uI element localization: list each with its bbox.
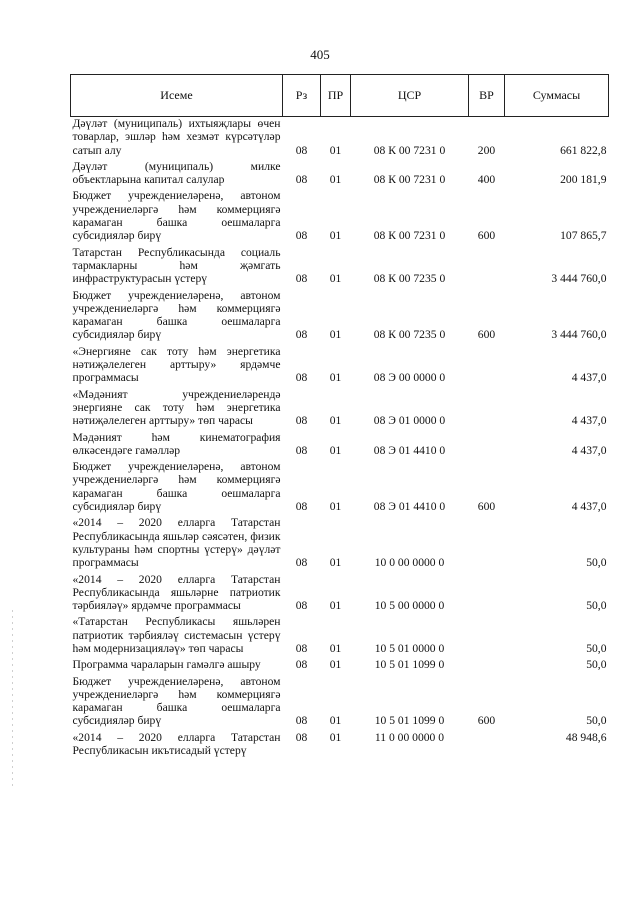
row-vr bbox=[469, 615, 505, 658]
row-sum: 50,0 bbox=[586, 658, 607, 672]
table-row bbox=[71, 731, 609, 761]
row-vr: 600 bbox=[477, 500, 496, 514]
row-csr: 08 Э 01 4410 0 bbox=[373, 443, 446, 457]
row-pr: 01 bbox=[329, 556, 342, 570]
row-csr: 10 0 00 0000 0 bbox=[374, 556, 445, 570]
row-sum: 4 437,0 bbox=[571, 371, 607, 385]
page-number: 405 bbox=[310, 47, 330, 62]
scan-margin-line bbox=[12, 610, 13, 790]
header-vr: ВР bbox=[469, 75, 505, 117]
row-name: Бюджет учреждениеләренә, автоном учреждениеләргә һәм коммерциягә карамаган башка оешмаларга субсидияләр бирү bbox=[72, 288, 281, 342]
row-name: Бюджет учреждениеләренә, автоном учреждениеләргә һәм коммерциягә карамаган башка оешмаларга субсидияләр бирү bbox=[72, 674, 281, 728]
row-csr: 08 Э 00 0000 0 bbox=[373, 371, 446, 385]
row-vr: 200 bbox=[477, 143, 496, 157]
row-pr: 01 bbox=[329, 714, 342, 728]
header-pr: ПР bbox=[321, 75, 351, 117]
row-sum: 3 444 760,0 bbox=[551, 272, 607, 286]
row-rz: 08 bbox=[295, 414, 308, 428]
table-row bbox=[71, 160, 609, 190]
header-csr: ЦСР bbox=[351, 75, 469, 117]
row-sum: 200 181,9 bbox=[560, 173, 607, 187]
row-sum: 4 437,0 bbox=[571, 414, 607, 428]
row-rz: 08 bbox=[295, 173, 308, 187]
row-vr bbox=[469, 516, 505, 572]
row-pr: 01 bbox=[329, 599, 342, 613]
row-vr bbox=[469, 431, 505, 461]
table-row bbox=[71, 117, 609, 160]
row-name: Бюджет учреждениеләренә, автоном учреждениеләргә һәм коммерциягә карамаган башка оешмаларга субсидияләр бирү bbox=[72, 460, 281, 514]
row-name: «Энергияне сак тоту һәм энергетика нәтиҗәлелеген арттыру» ярдәмче программасы bbox=[72, 344, 281, 385]
row-csr: 08 Э 01 0000 0 bbox=[373, 414, 446, 428]
row-vr bbox=[469, 246, 505, 289]
row-sum: 4 437,0 bbox=[571, 500, 607, 514]
row-csr: 10 5 01 0000 0 bbox=[374, 641, 445, 655]
row-rz: 08 bbox=[295, 443, 308, 457]
row-sum: 661 822,8 bbox=[560, 143, 607, 157]
row-pr: 01 bbox=[329, 371, 342, 385]
row-pr: 01 bbox=[329, 328, 342, 342]
row-rz: 08 bbox=[295, 641, 308, 655]
row-rz: 08 bbox=[295, 143, 308, 157]
row-sum: 48 948,6 bbox=[565, 730, 607, 744]
row-sum: 50,0 bbox=[586, 641, 607, 655]
row-csr: 08 К 00 7235 0 bbox=[373, 328, 446, 342]
table-row bbox=[71, 658, 609, 674]
row-pr: 01 bbox=[329, 414, 342, 428]
row-rz: 08 bbox=[295, 730, 308, 744]
row-sum: 4 437,0 bbox=[571, 443, 607, 457]
row-csr: 08 К 00 7231 0 bbox=[373, 229, 446, 243]
table-row bbox=[71, 460, 609, 516]
row-rz: 08 bbox=[295, 714, 308, 728]
row-name: «Мәдәният учреждениеләрендә энергияне сак тоту һәм энергетика нәтиҗәлелеген арттыру» төп чарасы bbox=[72, 387, 281, 428]
row-rz: 08 bbox=[295, 556, 308, 570]
row-name: Программа чараларын гамәлгә ашыру bbox=[72, 658, 261, 672]
table-row bbox=[71, 516, 609, 572]
row-vr bbox=[469, 388, 505, 431]
row-pr: 01 bbox=[329, 730, 342, 744]
row-name: Дәүләт (муниципаль) милке объектларына капитал салулар bbox=[72, 159, 281, 187]
row-name: «2014 – 2020 елларга Татарстан Республикасында яшьләр сәясәтен, физик культураны һәм спортны үстерү» дәүләт программасы bbox=[72, 516, 281, 570]
row-csr: 10 5 01 1099 0 bbox=[374, 658, 445, 672]
row-rz: 08 bbox=[295, 500, 308, 514]
table-header-row bbox=[71, 75, 609, 117]
table-row bbox=[71, 345, 609, 388]
row-vr: 600 bbox=[477, 328, 496, 342]
row-rz: 08 bbox=[295, 658, 308, 672]
row-name: «Татарстан Республикасы яшьләрен патриотик тәрбияләү системасын үстерү һәм модернизацияләү» төп чарасы bbox=[72, 615, 281, 655]
row-name: Бюджет учреждениеләренә, автоном учреждениеләргә һәм коммерциягә карамаган башка оешмаларга субсидияләр бирү bbox=[72, 189, 281, 243]
table-row bbox=[71, 189, 609, 245]
table-row bbox=[71, 615, 609, 658]
row-pr: 01 bbox=[329, 443, 342, 457]
row-vr bbox=[469, 658, 505, 674]
row-csr: 11 0 00 0000 0 bbox=[374, 730, 445, 744]
row-rz: 08 bbox=[295, 328, 308, 342]
table-row bbox=[71, 388, 609, 431]
row-vr bbox=[469, 345, 505, 388]
row-csr: 08 К 00 7231 0 bbox=[373, 173, 446, 187]
row-pr: 01 bbox=[329, 229, 342, 243]
row-name: Мәдәният һәм кинематография өлкәсендәге гамәлләр bbox=[72, 430, 281, 457]
header-name: Исеме bbox=[71, 75, 283, 117]
row-pr: 01 bbox=[329, 173, 342, 187]
row-rz: 08 bbox=[295, 599, 308, 613]
row-pr: 01 bbox=[329, 143, 342, 157]
row-vr bbox=[469, 573, 505, 616]
row-sum: 50,0 bbox=[586, 599, 607, 613]
header-sum: Суммасы bbox=[505, 75, 609, 117]
header-rz: Рз bbox=[283, 75, 321, 117]
row-sum: 107 865,7 bbox=[560, 229, 607, 243]
row-csr: 08 Э 01 4410 0 bbox=[373, 500, 446, 514]
table-row bbox=[71, 246, 609, 289]
row-pr: 01 bbox=[329, 641, 342, 655]
row-pr: 01 bbox=[329, 500, 342, 514]
row-rz: 08 bbox=[295, 229, 308, 243]
row-rz: 08 bbox=[295, 371, 308, 385]
row-sum: 50,0 bbox=[586, 556, 607, 570]
row-name: «2014 – 2020 елларга Татарстан Республикасын икътисадый үстерү bbox=[72, 730, 281, 758]
table-row bbox=[71, 431, 609, 461]
row-pr: 01 bbox=[329, 272, 342, 286]
table-row bbox=[71, 675, 609, 731]
row-name: «2014 – 2020 елларга Татарстан Республикасында яшьләрне патриотик тәрбияләү» ярдәмче программасы bbox=[72, 572, 281, 613]
row-csr: 08 К 00 7231 0 bbox=[373, 143, 446, 157]
row-vr: 600 bbox=[477, 714, 496, 728]
row-vr: 600 bbox=[477, 229, 496, 243]
row-csr: 08 К 00 7235 0 bbox=[373, 272, 446, 286]
row-sum: 50,0 bbox=[586, 714, 607, 728]
row-vr: 400 bbox=[477, 173, 496, 187]
row-csr: 10 5 00 0000 0 bbox=[374, 599, 445, 613]
row-sum: 3 444 760,0 bbox=[551, 328, 607, 342]
table-row bbox=[71, 289, 609, 345]
budget-table bbox=[70, 74, 609, 760]
row-pr: 01 bbox=[329, 658, 342, 672]
row-csr: 10 5 01 1099 0 bbox=[374, 714, 445, 728]
row-rz: 08 bbox=[295, 272, 308, 286]
row-vr bbox=[469, 731, 505, 761]
row-name: Дәүләт (муниципаль) ихтыяҗлары өчен товарлар, эшләр һәм хезмәт күрсәтүләр сатып алу bbox=[72, 117, 281, 157]
table-row bbox=[71, 573, 609, 616]
row-name: Татарстан Республикасында социаль тармакларны һәм җәмгать инфраструктурасын үстерү bbox=[72, 245, 281, 286]
